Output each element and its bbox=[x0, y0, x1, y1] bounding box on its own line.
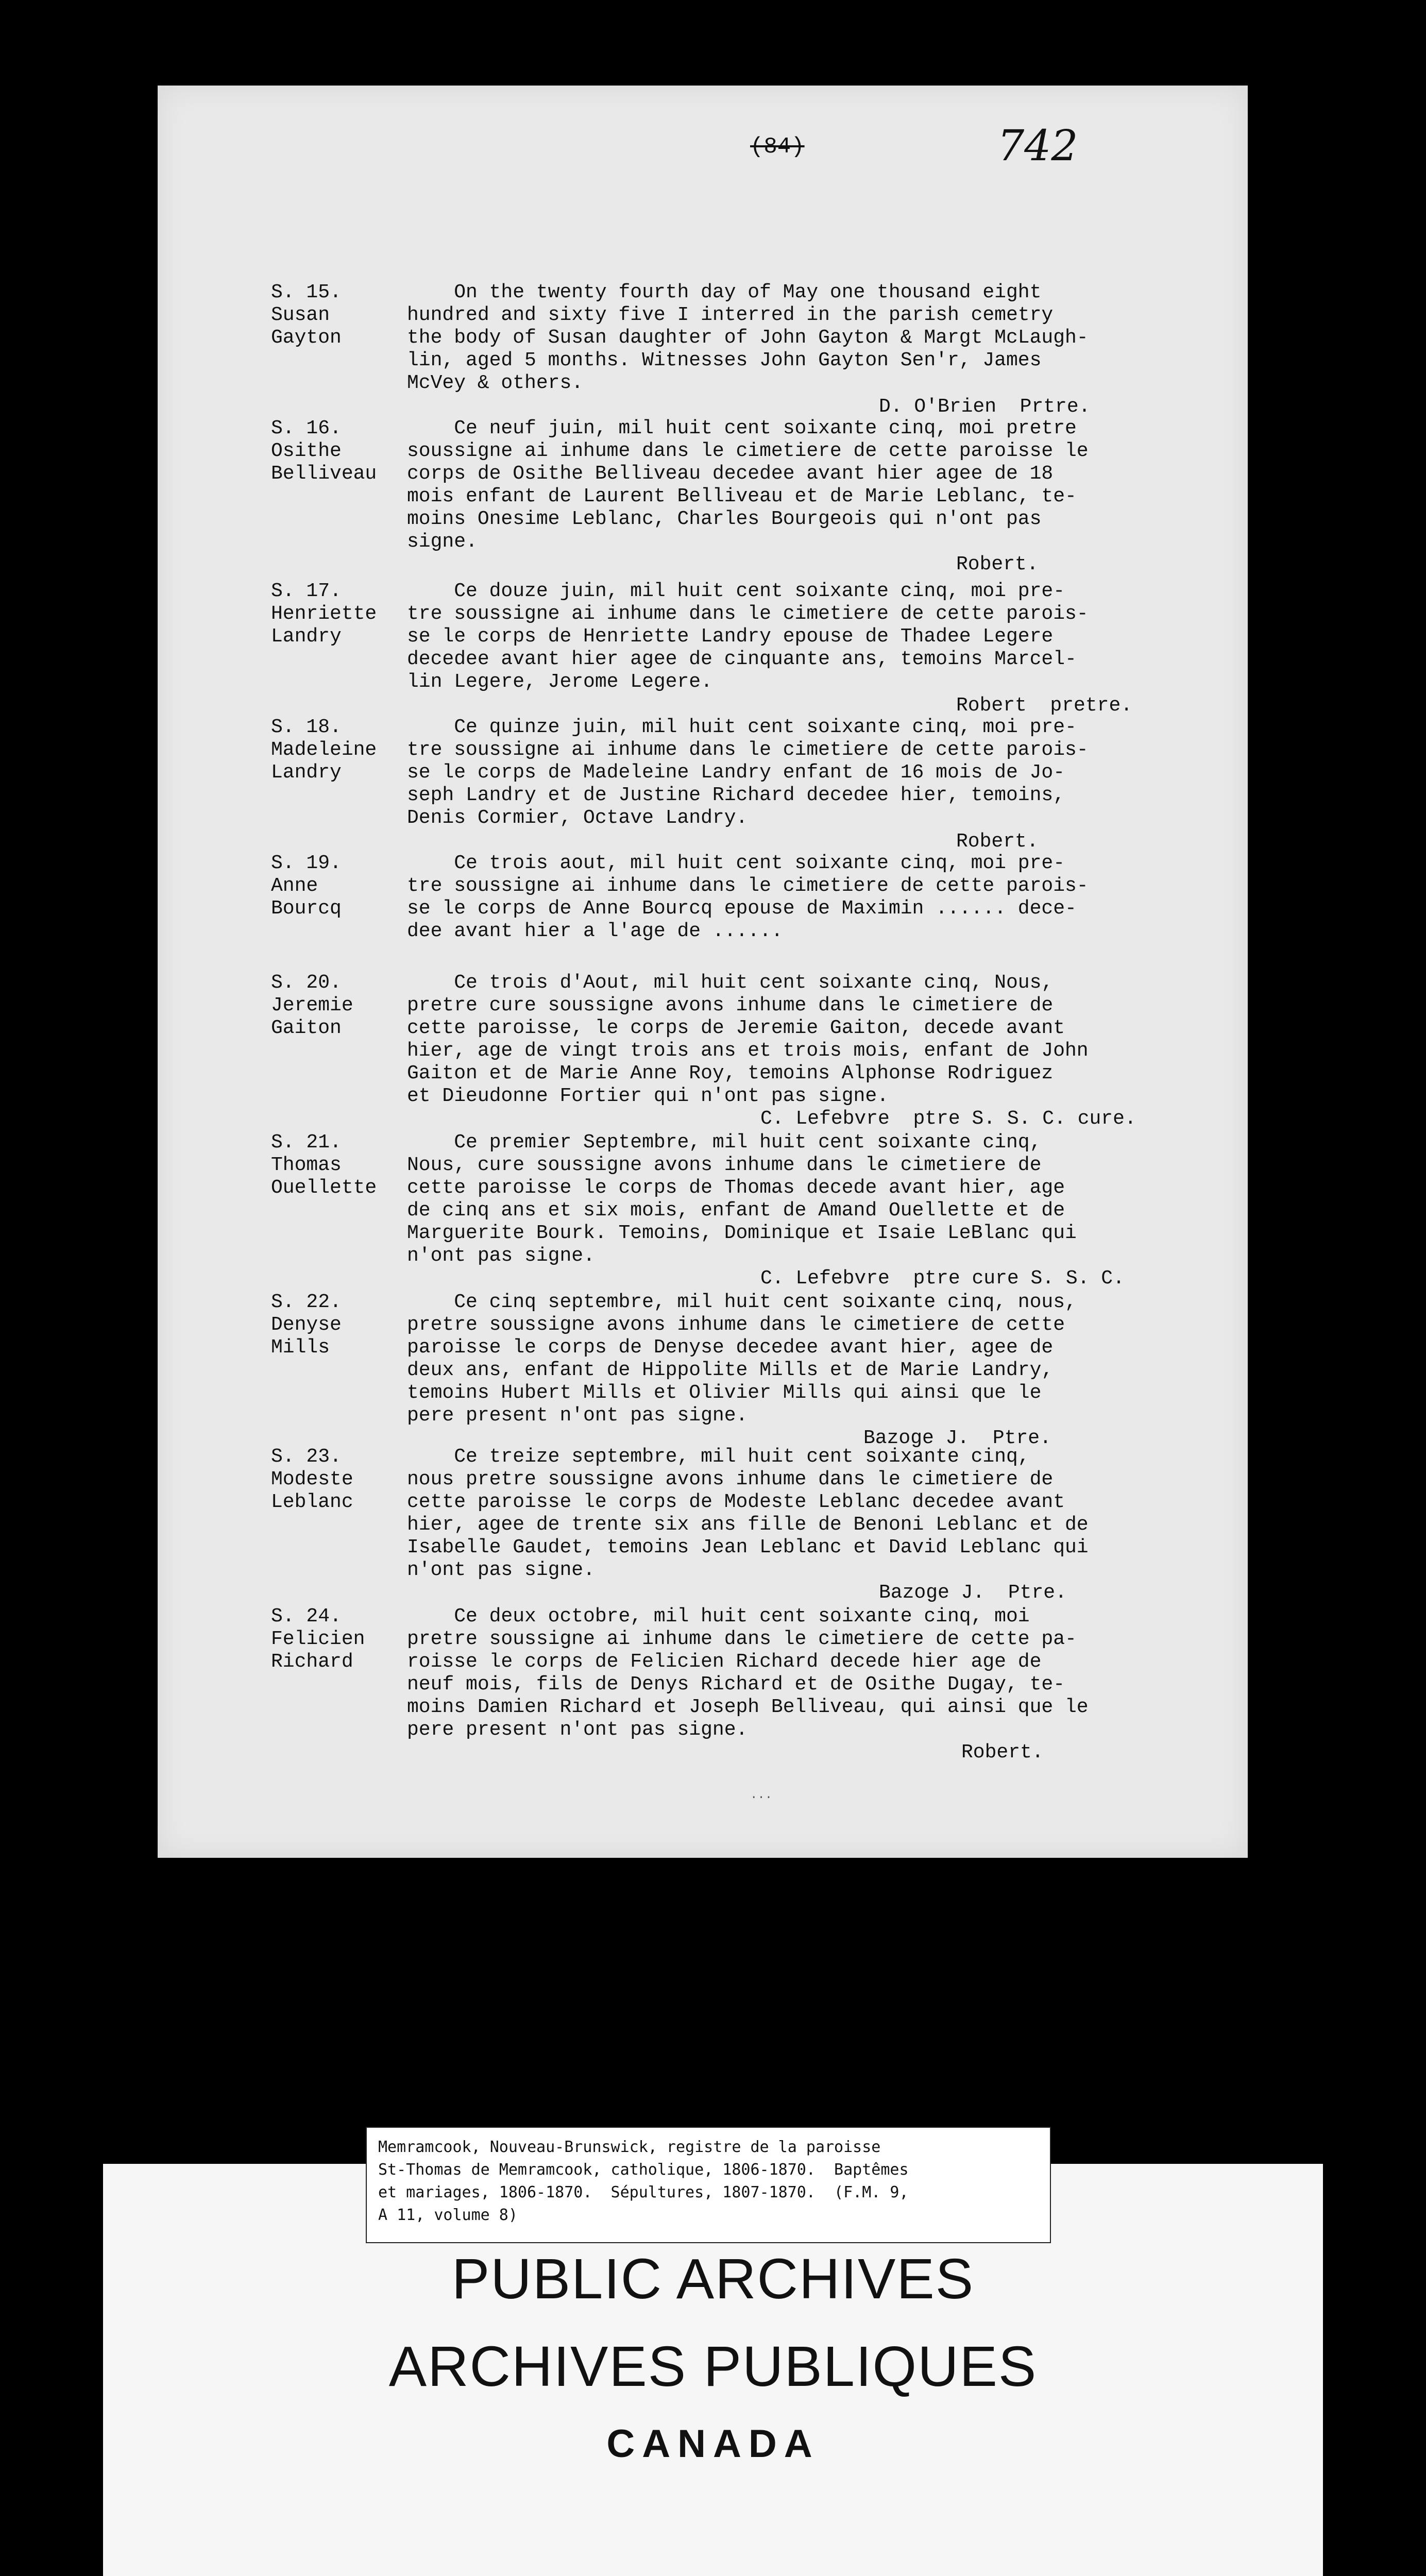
archives-country: CANADA bbox=[606, 2422, 820, 2466]
entry-line: Ce neuf juin, mil huit cent soixante cinq, moi pretre bbox=[407, 417, 1077, 439]
entry-label bbox=[271, 716, 389, 784]
entry-line: soussigne ai inhume dans le cimetiere de cette paroisse le bbox=[407, 440, 1089, 462]
entry-signature: C. Lefebvre ptre cure S. S. C. bbox=[760, 1267, 1125, 1290]
entry-line: seph Landry et de Justine Richard decedee hier, temoins, bbox=[407, 784, 1065, 806]
entry-line: corps de Osithe Belliveau decedee avant hier agee de 18 bbox=[407, 463, 1054, 485]
entry-surname: Landry bbox=[271, 625, 342, 648]
entry-surname: Richard bbox=[271, 1651, 353, 1673]
entry-line: cette paroisse, le corps de Jeremie Gaiton, decede avant bbox=[407, 1017, 1065, 1039]
entry-given-name: Susan bbox=[271, 304, 330, 326]
entry-line: neuf mois, fils de Denys Richard et de Osithe Dugay, te- bbox=[407, 1673, 1065, 1696]
page-mark: ··· bbox=[750, 1791, 773, 1805]
entry-line: pere present n'ont pas signe. bbox=[407, 1719, 748, 1741]
citation-line: St-Thomas de Memramcook, catholique, 1806-1870. Baptêmes bbox=[378, 2161, 909, 2179]
entry-line: paroisse le corps de Denyse decedee avant hier, agee de bbox=[407, 1336, 1054, 1359]
entry-signature: C. Lefebvre ptre S. S. C. cure. bbox=[760, 1108, 1136, 1130]
folio-number: 742 bbox=[997, 122, 1078, 171]
entry-line: lin, aged 5 months. Witnesses John Gayton Sen'r, James bbox=[407, 349, 1042, 371]
entry-line: Gaiton et de Marie Anne Roy, temoins Alphonse Rodriguez bbox=[407, 1062, 1054, 1084]
entry-surname: Mills bbox=[271, 1336, 330, 1359]
entry-number: S. 20. bbox=[271, 972, 342, 994]
entry-line: Ce treize septembre, mil huit cent soixante cinq, bbox=[407, 1446, 1030, 1468]
entry-line: moins Onesime Leblanc, Charles Bourgeois qui n'ont pas bbox=[407, 508, 1042, 530]
entry-number: S. 23. bbox=[271, 1446, 342, 1468]
entry-signature: Robert. bbox=[961, 1741, 1044, 1764]
entry-line: cette paroisse le corps de Modeste Leblanc decedee avant bbox=[407, 1491, 1065, 1513]
entry-line: the body of Susan daughter of John Gayton & Margt McLaugh- bbox=[407, 327, 1089, 349]
entry-number: S. 15. bbox=[271, 281, 342, 303]
entry-line: dee avant hier a l'age de ...... bbox=[407, 920, 783, 942]
entry-number: S. 22. bbox=[271, 1291, 342, 1313]
entry-line: Marguerite Bourk. Temoins, Dominique et Isaie LeBlanc qui bbox=[407, 1222, 1077, 1244]
entry-line: hundred and sixty five I interred in the parish cemetry bbox=[407, 304, 1054, 326]
entry-surname: Gayton bbox=[271, 327, 342, 349]
entry-line: Nous, cure soussigne avons inhume dans le cimetiere de bbox=[407, 1154, 1042, 1176]
entry-line: roisse le corps de Felicien Richard decede hier age de bbox=[407, 1651, 1042, 1673]
entry-given-name: Henriette bbox=[271, 603, 377, 625]
entry-text bbox=[407, 1291, 1386, 1427]
entry-line: lin Legere, Jerome Legere. bbox=[407, 671, 712, 693]
entry-text bbox=[407, 417, 1386, 553]
entry-given-name: Modeste bbox=[271, 1468, 353, 1490]
entry-line: decedee avant hier agee de cinquante ans, temoins Marcel- bbox=[407, 648, 1077, 670]
entry-number: S. 17. bbox=[271, 580, 342, 602]
entry-line: On the twenty fourth day of May one thousand eight bbox=[407, 281, 1042, 303]
entry-text bbox=[407, 1131, 1386, 1267]
entry-surname: Gaiton bbox=[271, 1017, 342, 1039]
entry-text bbox=[407, 852, 1386, 943]
entry-line: pere present n'ont pas signe. bbox=[407, 1404, 748, 1427]
entry-line: Ce cinq septembre, mil huit cent soixante cinq, nous, bbox=[407, 1291, 1077, 1313]
entry-signature: Bazoge J. Ptre. bbox=[879, 1582, 1067, 1604]
entry-text bbox=[407, 972, 1386, 1108]
entry-text bbox=[407, 580, 1386, 693]
citation-line: A 11, volume 8) bbox=[378, 2206, 518, 2224]
entry-line: et Dieudonne Fortier qui n'ont pas signe. bbox=[407, 1085, 889, 1107]
entry-line: Denis Cormier, Octave Landry. bbox=[407, 807, 748, 829]
entry-given-name: Madeleine bbox=[271, 739, 377, 761]
citation-label bbox=[366, 2127, 1051, 2243]
entry-label bbox=[271, 972, 389, 1040]
entry-text bbox=[407, 1446, 1386, 1582]
entry-given-name: Anne bbox=[271, 875, 318, 897]
entry-line: pretre soussigne avons inhume dans le cimetiere de cette bbox=[407, 1314, 1065, 1336]
entry-line: Isabelle Gaudet, temoins Jean Leblanc et David Leblanc qui bbox=[407, 1536, 1089, 1558]
entry-line: temoins Hubert Mills et Olivier Mills qui ainsi que le bbox=[407, 1382, 1042, 1404]
entry-line: pretre cure soussigne avons inhume dans le cimetiere de bbox=[407, 994, 1054, 1016]
entry-line: Ce deux octobre, mil huit cent soixante cinq, moi bbox=[407, 1605, 1030, 1628]
entry-number: S. 24. bbox=[271, 1605, 342, 1628]
entry-signature: D. O'Brien Prtre. bbox=[879, 396, 1091, 418]
entry-label bbox=[271, 1446, 389, 1514]
entry-signature: Robert pretre. bbox=[956, 694, 1133, 717]
archives-title-english: PUBLIC ARCHIVES bbox=[451, 2247, 975, 2311]
entry-given-name: Thomas bbox=[271, 1154, 342, 1176]
entry-line: mois enfant de Laurent Belliveau et de Marie Leblanc, te- bbox=[407, 485, 1077, 507]
entry-line: Ce quinze juin, mil huit cent soixante cinq, moi pre- bbox=[407, 716, 1077, 738]
entry-given-name: Jeremie bbox=[271, 994, 353, 1016]
entry-label bbox=[271, 281, 389, 349]
citation-line: Memramcook, Nouveau-Brunswick, registre de la paroisse bbox=[378, 2138, 881, 2156]
entry-surname: Landry bbox=[271, 761, 342, 784]
entry-line: pretre soussigne ai inhume dans le cimetiere de cette pa- bbox=[407, 1628, 1077, 1650]
register-page bbox=[158, 86, 1248, 1858]
entry-surname: Belliveau bbox=[271, 463, 377, 485]
entry-line: Ce trois aout, mil huit cent soixante cinq, moi pre- bbox=[407, 852, 1065, 874]
entry-number: S. 21. bbox=[271, 1131, 342, 1154]
entry-line: tre soussigne ai inhume dans le cimetiere de cette parois- bbox=[407, 875, 1089, 897]
entry-text bbox=[407, 281, 1386, 395]
entry-number: S. 18. bbox=[271, 716, 342, 738]
entry-given-name: Denyse bbox=[271, 1314, 342, 1336]
entry-signature: Bazoge J. Ptre. bbox=[863, 1427, 1051, 1449]
entry-given-name: Osithe bbox=[271, 440, 342, 462]
entry-line: cette paroisse le corps de Thomas decede avant hier, age bbox=[407, 1177, 1065, 1199]
entry-number: S. 19. bbox=[271, 852, 342, 874]
entry-line: se le corps de Anne Bourcq epouse de Maximin ...... dece- bbox=[407, 897, 1077, 920]
entry-label bbox=[271, 580, 389, 648]
entry-line: McVey & others. bbox=[407, 372, 584, 394]
entry-surname: Ouellette bbox=[271, 1177, 377, 1199]
entry-number: S. 16. bbox=[271, 417, 342, 439]
entry-line: n'ont pas signe. bbox=[407, 1245, 595, 1267]
entry-signature: Robert. bbox=[956, 831, 1039, 853]
entry-line: se le corps de Henriette Landry epouse de Thadee Legere bbox=[407, 625, 1054, 648]
entry-text bbox=[407, 1605, 1386, 1741]
entry-label bbox=[271, 1291, 389, 1359]
entry-given-name: Felicien bbox=[271, 1628, 365, 1650]
entry-line: moins Damien Richard et Joseph Belliveau, qui ainsi que le bbox=[407, 1696, 1089, 1718]
entry-line: n'ont pas signe. bbox=[407, 1559, 595, 1581]
entry-signature: Robert. bbox=[956, 553, 1039, 575]
entry-line: tre soussigne ai inhume dans le cimetiere de cette parois- bbox=[407, 603, 1089, 625]
page-number: (84) bbox=[750, 134, 805, 160]
entry-line: signe. bbox=[407, 531, 478, 553]
entry-line: Ce premier Septembre, mil huit cent soixante cinq, bbox=[407, 1131, 1042, 1154]
entry-text bbox=[407, 716, 1386, 829]
entry-line: tre soussigne ai inhume dans le cimetiere de cette parois- bbox=[407, 739, 1089, 761]
entry-line: de cinq ans et six mois, enfant de Amand Ouellette et de bbox=[407, 1199, 1065, 1222]
entry-label bbox=[271, 1605, 389, 1673]
entry-line: nous pretre soussigne avons inhume dans le cimetiere de bbox=[407, 1468, 1054, 1490]
archives-title-french: ARCHIVES PUBLIQUES bbox=[388, 2335, 1038, 2398]
entry-label bbox=[271, 1131, 389, 1199]
entry-line: se le corps de Madeleine Landry enfant de 16 mois de Jo- bbox=[407, 761, 1065, 784]
entry-line: Ce douze juin, mil huit cent soixante cinq, moi pre- bbox=[407, 580, 1065, 602]
entry-label bbox=[271, 417, 389, 485]
entry-surname: Bourcq bbox=[271, 897, 342, 920]
entry-line: hier, agee de trente six ans fille de Benoni Leblanc et de bbox=[407, 1514, 1089, 1536]
entry-surname: Leblanc bbox=[271, 1491, 353, 1513]
entry-line: Ce trois d'Aout, mil huit cent soixante cinq, Nous, bbox=[407, 972, 1054, 994]
entry-label bbox=[271, 852, 389, 920]
citation-line: et mariages, 1806-1870. Sépultures, 1807-1870. (F.M. 9, bbox=[378, 2183, 909, 2201]
entry-line: deux ans, enfant de Hippolite Mills et de Marie Landry, bbox=[407, 1359, 1054, 1381]
entry-line: hier, age de vingt trois ans et trois mois, enfant de John bbox=[407, 1040, 1089, 1062]
